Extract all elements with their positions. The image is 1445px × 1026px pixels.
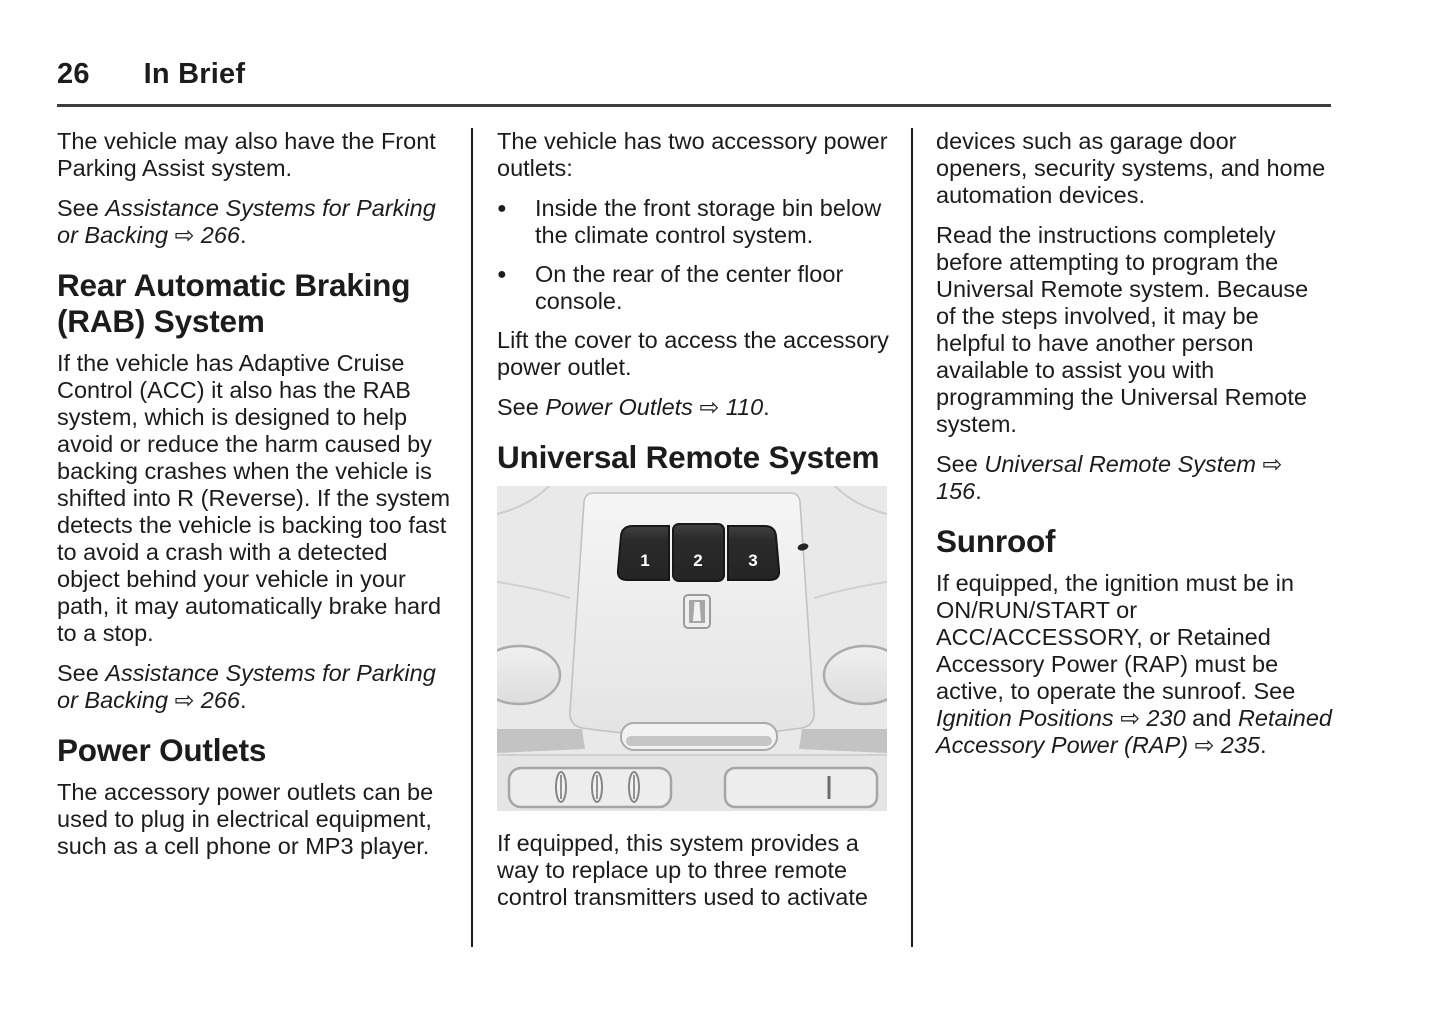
- cross-reference-arrow-icon: ⇨: [1194, 731, 1215, 759]
- paragraph: If equipped, this system provides a way to replace up to three remote control transmitters used to activate: [497, 830, 868, 910]
- flank-strip-left: [497, 729, 585, 753]
- paragraph: See Assistance Systems for Parking or Backing ⇨ 266.: [57, 195, 436, 249]
- page-title: In Brief: [143, 58, 246, 90]
- flank-strip-right: [799, 729, 887, 753]
- column-center: [497, 128, 893, 924]
- overhead-console-illustration: [497, 486, 887, 811]
- console-slot-shadow: [626, 736, 772, 746]
- cross-reference-arrow-icon: ⇨: [699, 393, 720, 421]
- bullet-icon: ●: [497, 266, 507, 283]
- section-heading: Rear Automatic Braking (RAB) System: [57, 267, 411, 339]
- page-number: 26: [57, 58, 90, 90]
- paragraph: See Universal Remote System ⇨ 156.: [936, 450, 1283, 504]
- paragraph: devices such as garage door openers, security systems, and home automation devices.: [936, 128, 1326, 208]
- map-lamp-lens-left: [509, 768, 671, 807]
- paragraph: The vehicle has two accessory power outlets:: [497, 128, 888, 181]
- list-item-text: On the rear of the center floor console.: [535, 261, 844, 314]
- cross-reference-arrow-icon: ⇨: [174, 686, 195, 714]
- paragraph: If equipped, the ignition must be in ON/RUN/START or ACC/ACCESSORY, or Retained Accessory Power (RAP) must be active, to operate the sunroof. See Ignition Positions ⇨ 230 and Retained Accessory Power (RAP) ⇨ 235.: [936, 570, 1333, 759]
- list-item-text: Inside the front storage bin below the climate control system.: [535, 195, 882, 248]
- paragraph: Lift the cover to access the accessory power outlet.: [497, 327, 889, 380]
- bullet-icon: ●: [497, 200, 507, 217]
- column-divider-left: [471, 128, 473, 947]
- cross-reference-arrow-icon: ⇨: [174, 221, 195, 249]
- button-3-label: 3: [748, 551, 758, 570]
- cross-reference-arrow-icon: ⇨: [1262, 450, 1283, 478]
- section-heading: Sunroof: [936, 523, 1056, 559]
- cross-reference-arrow-icon: ⇨: [1120, 704, 1140, 732]
- column-right: [936, 128, 1332, 772]
- paragraph: See Assistance Systems for Parking or Backing ⇨ 266.: [57, 660, 436, 714]
- paragraph: Read the instructions completely before attempting to program the Universal Remote system. Because of the steps involved, it may be helpful to have another person available to assist you with programming the Universal Remote system.: [936, 222, 1309, 437]
- paragraph: See Power Outlets ⇨ 110.: [497, 393, 770, 421]
- paragraph: The vehicle may also have the Front Parking Assist system.: [57, 128, 436, 181]
- button-1-label: 1: [640, 551, 650, 570]
- figure-universal-remote-console: [497, 486, 893, 816]
- list-item: [497, 195, 893, 249]
- page-header: [57, 58, 245, 91]
- paragraph: If the vehicle has Adaptive Cruise Control (ACC) it also has the RAB system, which is designed to help avoid or reduce the harm caused by backing crashes when the vehicle is shifted into R (Reverse). If the system detects the vehicle is backing too fast to avoid a crash with a detected object behind your vehicle in your path, it may automatically brake hard to a stop.: [57, 350, 451, 646]
- button-2-label: 2: [693, 551, 703, 570]
- section-heading: Power Outlets: [57, 732, 267, 768]
- section-heading: Universal Remote System: [497, 439, 880, 475]
- list-item: [497, 261, 893, 315]
- map-lamp-lens-right: [725, 768, 877, 807]
- column-left: [57, 128, 453, 873]
- header-rule: [57, 104, 1331, 107]
- paragraph: The accessory power outlets can be used to plug in electrical equipment, such as a cell phone or MP3 player.: [57, 779, 434, 859]
- column-divider-right: [911, 128, 913, 947]
- bullet-list: [497, 195, 893, 315]
